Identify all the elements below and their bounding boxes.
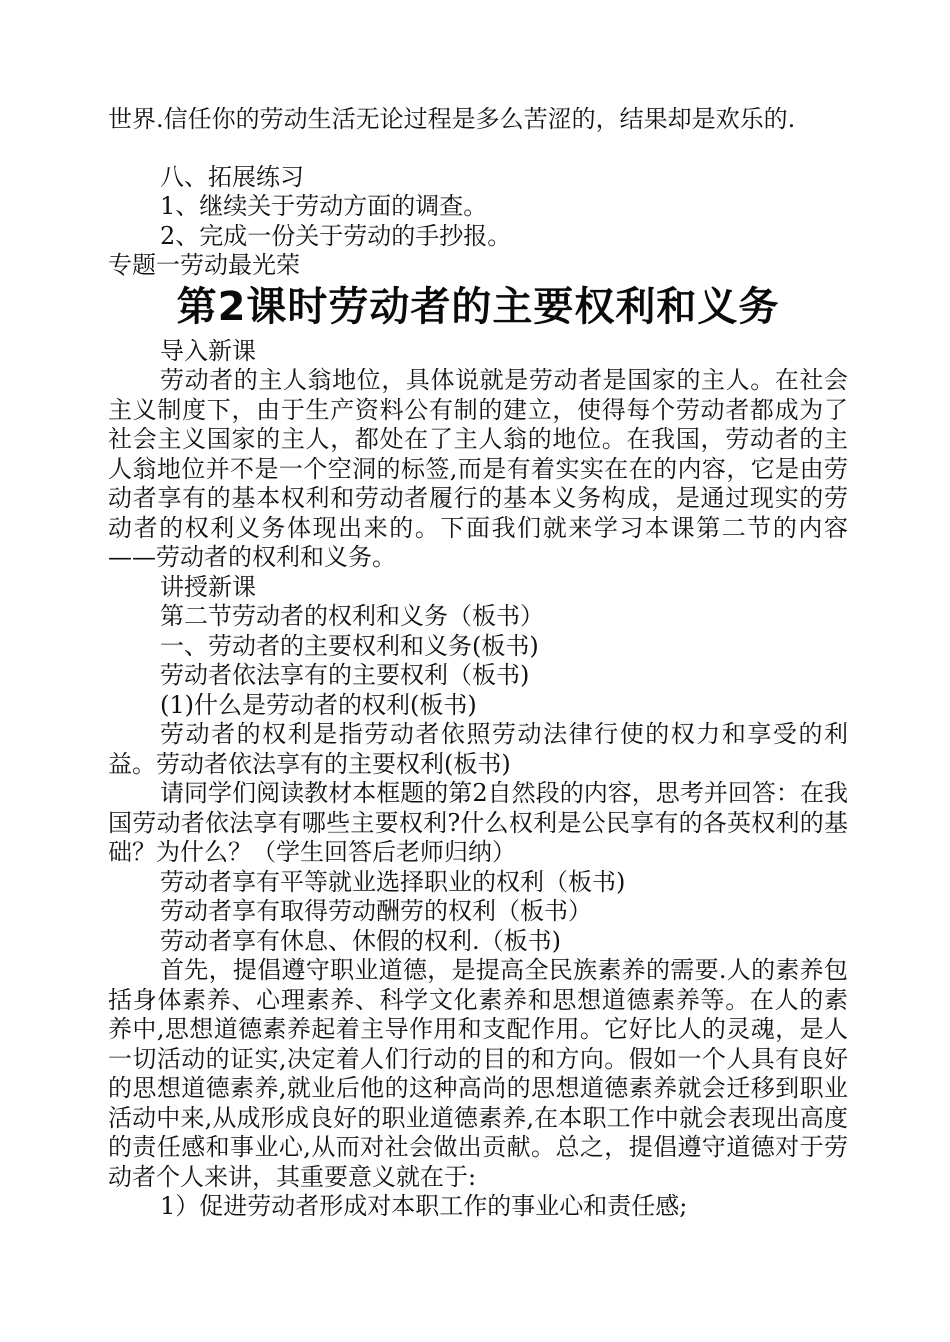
rights-heading: 劳动者依法享有的主要权利（板书) — [160, 661, 530, 689]
right-item-1: 劳动者享有平等就业选择职业的权利（板书) — [160, 867, 626, 896]
continued-paragraph: 世界.信任你的劳动生活无论过程是多么苦涩的，结果却是欢乐的. — [108, 105, 796, 133]
question-one: (1)什么是劳动者的权利(板书) — [160, 690, 477, 719]
section-heading-extension: 八、拓展练习 — [160, 162, 304, 191]
section-two-heading: 第二节劳动者的权利和义务（板书） — [160, 602, 544, 630]
exercise-item-2: 2、完成一份关于劳动的手抄报。 — [160, 221, 512, 250]
teach-heading: 讲授新课 — [160, 572, 256, 601]
lesson-title: 第2课时劳动者的主要权利和义务 — [176, 283, 780, 330]
reading-task-paragraph: 请同学们阅读教材本框题的第2自然段的内容，思考并回答：在我国劳动者依法享有哪些主要权利?什么权利是公民享有的各英权利的基础？为什么？（学生回答后老师归纳） — [108, 779, 848, 866]
definition-paragraph: 劳动者的权利是指劳动者依照劳动法律行使的权力和享受的利益。劳动者依法享有的主要权利(板书) — [108, 720, 848, 778]
exercise-item-1: 1、继续关于劳动方面的调查。 — [160, 192, 488, 220]
intro-heading: 导入新课 — [160, 336, 256, 365]
right-item-3: 劳动者享有休息、休假的权利.（板书) — [160, 926, 561, 955]
intro-paragraph: 劳动者的主人翁地位，具体说就是劳动者是国家的主人。在社会主义制度下，由于生产资料公有制的建立，使得每个劳动者都成为了社会主义国家的主人，都处在了主人翁的地位。在我国，劳动者的主人翁地位并不是一个空洞的标签,而是有着实实在在的内容，它是由劳动者享有的基本权利和劳动者履行的基本义务构成，是通过现实的劳动者的权利义务体现出来的。下面我们就来学习本课第二节的内容——劳动者的权利和义务。 — [108, 366, 848, 571]
point-one-heading: 一、劳动者的主要权利和义务(板书) — [160, 631, 539, 660]
right-item-2: 劳动者享有取得劳动酬劳的权利（板书） — [160, 897, 592, 925]
ethics-paragraph: 首先，提倡遵守职业道德，是提高全民族素养的需要.人的素养包括身体素养、心理素养、科学文化素养和思想道德素养等。在人的素养中,思想道德素养起着主导作用和支配作用。它好比人的灵魂，是人一切活动的证实,决定着人们行动的目的和方向。假如一个人具有良好的思想道德素养,就业后他的这种高尚的思想道德素养就会迁移到职业活动中来,从成形成良好的职业道德素养,在本职工作中就会表现出高度的责任感和事业心,从而对社会做出贡献。总之，提倡遵守道德对于劳动者个人来讲，其重要意义就在于: — [108, 956, 848, 1191]
topic-line: 专题一劳动最光荣 — [108, 251, 300, 279]
document-body — [108, 105, 848, 1222]
list-point-1: 1）促进劳动者形成对本职工作的事业心和责任感; — [160, 1192, 688, 1220]
